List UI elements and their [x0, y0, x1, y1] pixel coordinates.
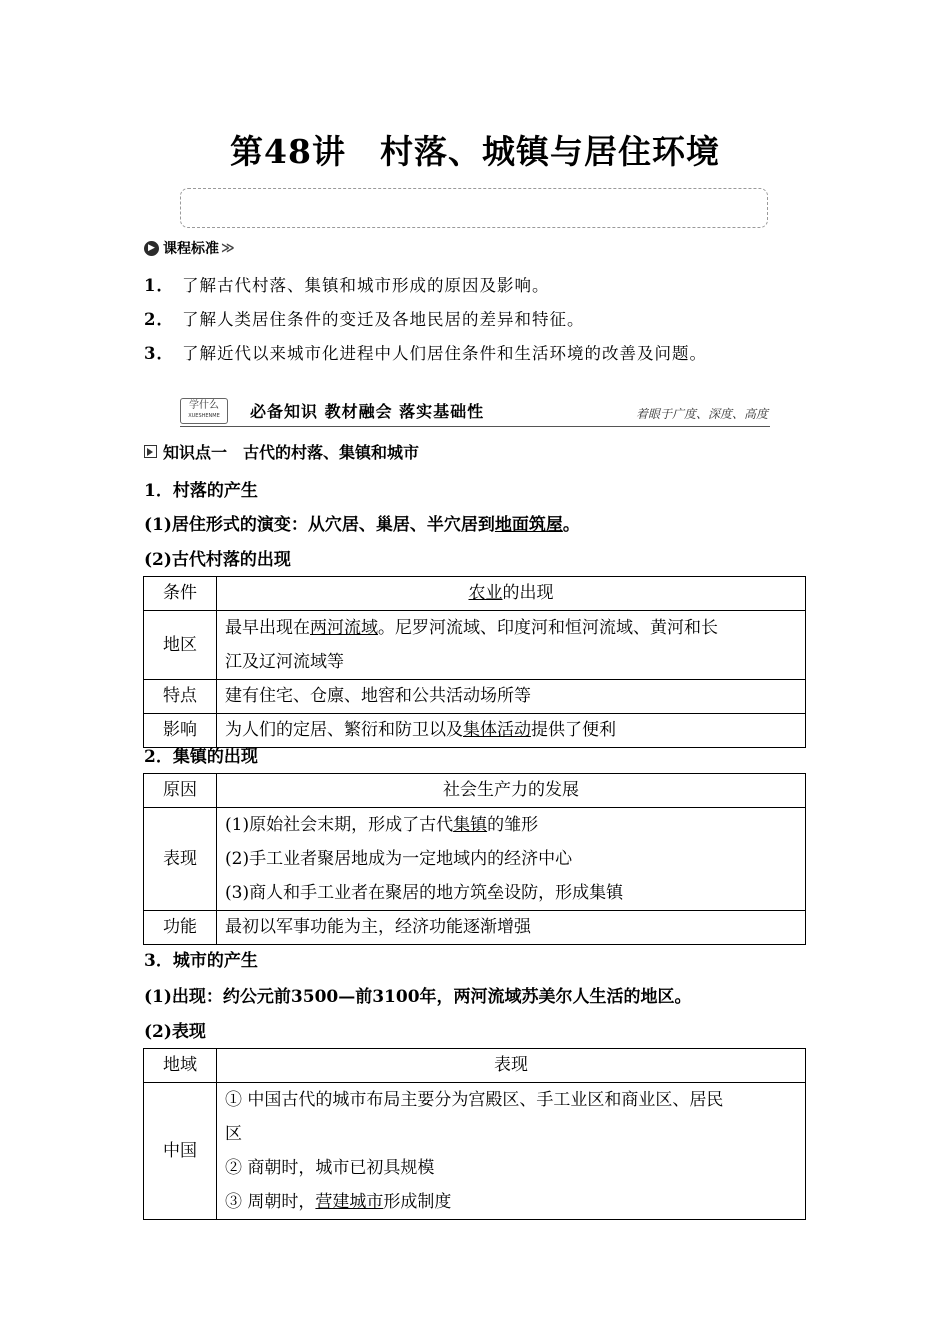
- banner-title: 必备知识 教材融会 落实基础性: [250, 402, 485, 421]
- curriculum-list: [144, 272, 824, 374]
- double-chevron-icon: ≫: [221, 240, 235, 256]
- dashed-frame: [180, 188, 768, 228]
- list-item: 2． 了解人类居住条件的变迁及各地民居的差异和特征。: [144, 310, 585, 329]
- banner-subtitle: 着眼于广度、深度、高度: [635, 407, 768, 421]
- table-row: 地域 表现: [144, 1049, 806, 1083]
- table-row: 条件 农业的出现: [144, 577, 806, 611]
- knowledge-point-heading: 知识点一 古代的村落、集镇和城市: [144, 440, 419, 463]
- table-row: 表现 (1)原始社会末期，形成了古代集镇的雏形 (2)手工业者聚居地成为一定地域内的经济中心 (3)商人和手工业者在聚居的地方筑垒设防，形成集镇: [144, 808, 806, 911]
- table-row: 功能 最初以军事功能为主，经济功能逐渐增强: [144, 911, 806, 945]
- section-title: 2．集镇的出现: [144, 747, 258, 767]
- town-table: [143, 773, 806, 945]
- table-row: 特点 建有住宅、仓廪、地窖和公共活动场所等: [144, 680, 806, 714]
- list-item: 1． 了解古代村落、集镇和城市形成的原因及影响。: [144, 276, 550, 295]
- section-banner: [180, 398, 770, 427]
- page-title: 第48讲 村落、城镇与居住环境: [230, 132, 720, 171]
- curriculum-heading-label: 课程标准: [163, 241, 219, 257]
- table-row: 地区 最早出现在两河流域。尼罗河流域、印度河和恒河流域、黄河和长 江及辽河流域等: [144, 611, 806, 680]
- village-table: [143, 576, 806, 748]
- city-table: [143, 1048, 806, 1220]
- paragraph: (2)古代村落的出现: [144, 550, 291, 570]
- section-title: 1．村落的产生: [144, 481, 258, 501]
- section-title: 3．城市的产生: [144, 951, 258, 971]
- table-row: 原因 社会生产力的发展: [144, 774, 806, 808]
- paragraph: (2)表现: [144, 1022, 206, 1042]
- logo-icon: 学什么 XUESHENME: [180, 398, 228, 424]
- play-circle-icon: ▶: [144, 241, 159, 256]
- paragraph: (1)居住形式的演变：从穴居、巢居、半穴居到地面筑屋。: [144, 515, 580, 535]
- paragraph: (1)出现：约公元前3500—前3100年，两河流域苏美尔人生活的地区。: [144, 987, 692, 1007]
- play-square-icon: [144, 445, 157, 458]
- table-row: 影响 为人们的定居、繁衍和防卫以及集体活动提供了便利: [144, 714, 806, 748]
- curriculum-heading: [144, 238, 235, 258]
- list-item: 3． 了解近代以来城市化进程中人们居住条件和生活环境的改善及问题。: [144, 344, 707, 363]
- table-row: 中国 ① 中国古代的城市布局主要分为宫殿区、手工业区和商业区、居民 区 ② 商朝时，城市已初具规模 ③ 周朝时，营建城市形成制度: [144, 1083, 806, 1220]
